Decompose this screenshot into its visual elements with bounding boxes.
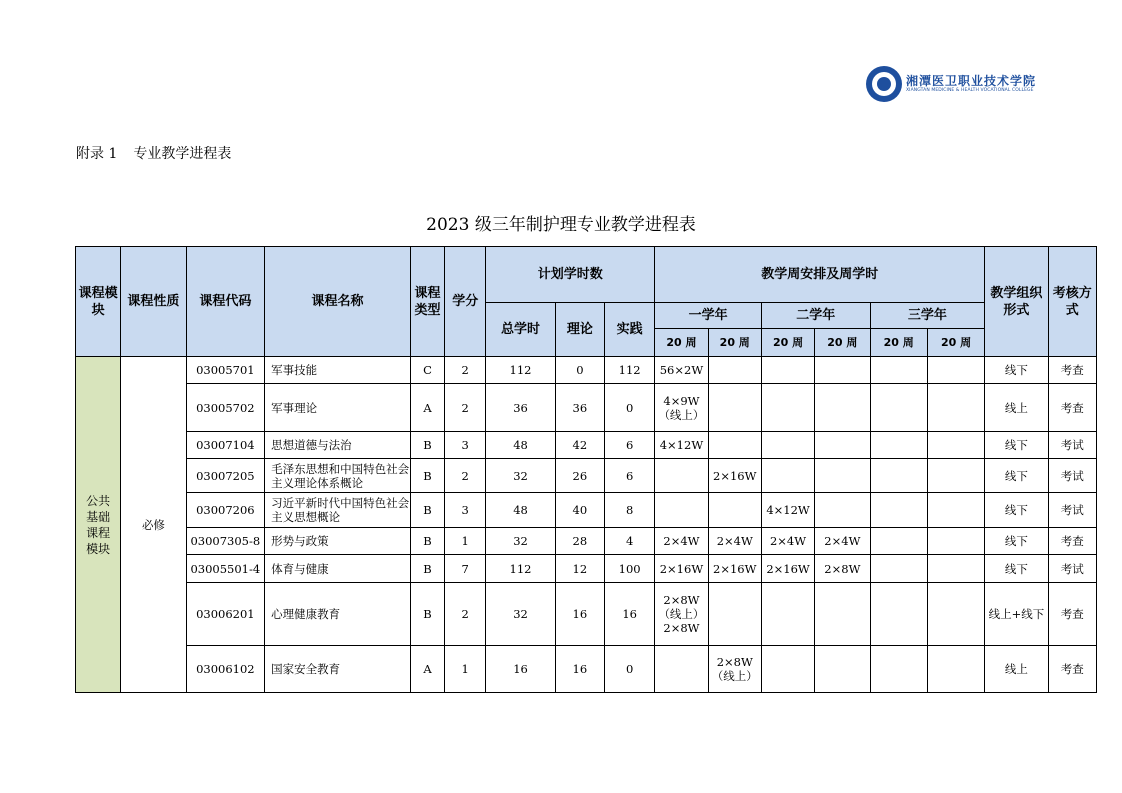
semester-cell: 2×16W (708, 555, 761, 583)
semester-cell (815, 583, 870, 646)
semester-cell: 4×9W（线上） (655, 384, 708, 432)
course-name: 习近平新时代中国特色社会主义思想概论 (265, 493, 411, 528)
course-code: 03007205 (186, 459, 264, 493)
appendix-text: 专业教学进程表 (133, 146, 232, 162)
course-schedule-table (75, 246, 1097, 693)
assessment: 考查 (1048, 583, 1096, 646)
semester-cell (815, 493, 870, 528)
total-hours: 112 (486, 357, 555, 384)
assessment: 考查 (1048, 357, 1096, 384)
header-total: 总学时 (486, 303, 555, 357)
semester-cell: 56×2W (655, 357, 708, 384)
practice-hours: 6 (605, 432, 655, 459)
table-row (76, 646, 1097, 693)
college-logo (866, 66, 1036, 102)
course-code: 03006102 (186, 646, 264, 693)
theory-hours: 16 (555, 646, 604, 693)
header-week: 20 周 (761, 329, 814, 357)
course-type: B (410, 493, 444, 528)
teaching-form: 线下 (985, 555, 1048, 583)
assessment: 考试 (1048, 555, 1096, 583)
semester-cell (655, 493, 708, 528)
assessment: 考查 (1048, 384, 1096, 432)
table-row (76, 528, 1097, 555)
header-week: 20 周 (708, 329, 761, 357)
course-name: 体育与健康 (265, 555, 411, 583)
semester-cell (655, 646, 708, 693)
semester-cell: 2×4W (815, 528, 870, 555)
semester-cell (927, 646, 984, 693)
college-seal-icon (866, 66, 902, 102)
assessment: 考查 (1048, 646, 1096, 693)
table-row (76, 555, 1097, 583)
semester-cell (708, 493, 761, 528)
theory-hours: 28 (555, 528, 604, 555)
semester-cell: 2×16W (708, 459, 761, 493)
semester-cell (815, 384, 870, 432)
semester-cell: 2×4W (655, 528, 708, 555)
theory-hours: 12 (555, 555, 604, 583)
assessment: 考试 (1048, 432, 1096, 459)
semester-cell (927, 432, 984, 459)
appendix-label: 附录 1 (76, 146, 118, 162)
header-credit: 学分 (445, 247, 486, 357)
semester-cell: 2×16W (655, 555, 708, 583)
semester-cell (870, 555, 927, 583)
course-credit: 2 (445, 583, 486, 646)
total-hours: 36 (486, 384, 555, 432)
course-credit: 7 (445, 555, 486, 583)
semester-cell (870, 384, 927, 432)
theory-hours: 0 (555, 357, 604, 384)
semester-cell (927, 384, 984, 432)
practice-hours: 8 (605, 493, 655, 528)
course-code: 03005702 (186, 384, 264, 432)
course-name: 心理健康教育 (265, 583, 411, 646)
total-hours: 32 (486, 528, 555, 555)
semester-cell (708, 583, 761, 646)
college-name-en: XIANGTAN MEDICINE & HEALTH VOCATIONAL COLLEGE (906, 88, 1034, 93)
course-type: B (410, 528, 444, 555)
header-week: 20 周 (815, 329, 870, 357)
assessment: 考试 (1048, 459, 1096, 493)
semester-cell (870, 528, 927, 555)
course-credit: 1 (445, 646, 486, 693)
course-credit: 3 (445, 493, 486, 528)
header-week: 20 周 (927, 329, 984, 357)
practice-hours: 4 (605, 528, 655, 555)
semester-cell (870, 432, 927, 459)
semester-cell (655, 459, 708, 493)
header-year2: 二学年 (761, 303, 870, 329)
practice-hours: 6 (605, 459, 655, 493)
semester-cell (761, 646, 814, 693)
header-weekly: 教学周安排及周学时 (655, 247, 985, 303)
practice-hours: 100 (605, 555, 655, 583)
appendix-heading (76, 143, 247, 163)
semester-cell: 2×8W (815, 555, 870, 583)
total-hours: 48 (486, 432, 555, 459)
course-type: A (410, 646, 444, 693)
table-row (76, 493, 1097, 528)
semester-cell: 2×8W（线上）2×8W (655, 583, 708, 646)
semester-cell: 2×16W (761, 555, 814, 583)
teaching-form: 线下 (985, 528, 1048, 555)
total-hours: 16 (486, 646, 555, 693)
semester-cell (927, 528, 984, 555)
course-type: B (410, 583, 444, 646)
theory-hours: 26 (555, 459, 604, 493)
nature-cell: 必修 (121, 357, 186, 693)
header-theory: 理论 (555, 303, 604, 357)
total-hours: 32 (486, 459, 555, 493)
semester-cell (761, 432, 814, 459)
table-row (76, 357, 1097, 384)
course-code: 03005701 (186, 357, 264, 384)
semester-cell: 2×4W (761, 528, 814, 555)
course-credit: 1 (445, 528, 486, 555)
course-name: 军事理论 (265, 384, 411, 432)
header-week: 20 周 (870, 329, 927, 357)
table-row (76, 459, 1097, 493)
semester-cell (708, 432, 761, 459)
header-year3: 三学年 (870, 303, 985, 329)
course-type: A (410, 384, 444, 432)
semester-cell (927, 583, 984, 646)
semester-cell (815, 459, 870, 493)
header-practice: 实践 (605, 303, 655, 357)
semester-cell (927, 357, 984, 384)
teaching-form: 线下 (985, 432, 1048, 459)
teaching-form: 线下 (985, 459, 1048, 493)
semester-cell: 4×12W (655, 432, 708, 459)
theory-hours: 16 (555, 583, 604, 646)
semester-cell (870, 459, 927, 493)
course-code: 03007206 (186, 493, 264, 528)
teaching-form: 线上+线下 (985, 583, 1048, 646)
course-name: 毛泽东思想和中国特色社会主义理论体系概论 (265, 459, 411, 493)
header-week: 20 周 (655, 329, 708, 357)
total-hours: 48 (486, 493, 555, 528)
page-title: 2023 级三年制护理专业教学进程表 (426, 215, 696, 235)
total-hours: 112 (486, 555, 555, 583)
theory-hours: 40 (555, 493, 604, 528)
semester-cell (870, 357, 927, 384)
course-credit: 3 (445, 432, 486, 459)
course-type: B (410, 432, 444, 459)
teaching-form: 线下 (985, 357, 1048, 384)
semester-cell: 2×4W (708, 528, 761, 555)
course-type: B (410, 459, 444, 493)
semester-cell (815, 432, 870, 459)
header-module: 课程模块 (76, 247, 121, 357)
header-teaching-form: 教学组织形式 (985, 247, 1048, 357)
theory-hours: 42 (555, 432, 604, 459)
semester-cell (927, 555, 984, 583)
header-nature: 课程性质 (121, 247, 186, 357)
semester-cell (761, 459, 814, 493)
course-name: 思想道德与法治 (265, 432, 411, 459)
semester-cell (870, 583, 927, 646)
header-name: 课程名称 (265, 247, 411, 357)
course-code: 03007305-8 (186, 528, 264, 555)
course-code: 03007104 (186, 432, 264, 459)
table-row (76, 432, 1097, 459)
course-type: B (410, 555, 444, 583)
semester-cell (708, 357, 761, 384)
course-credit: 2 (445, 357, 486, 384)
course-credit: 2 (445, 459, 486, 493)
theory-hours: 36 (555, 384, 604, 432)
practice-hours: 0 (605, 646, 655, 693)
semester-cell (761, 357, 814, 384)
table-row (76, 583, 1097, 646)
semester-cell (870, 646, 927, 693)
course-code: 03005501-4 (186, 555, 264, 583)
semester-cell (870, 493, 927, 528)
course-code: 03006201 (186, 583, 264, 646)
course-name: 军事技能 (265, 357, 411, 384)
semester-cell (927, 493, 984, 528)
course-name: 形势与政策 (265, 528, 411, 555)
total-hours: 32 (486, 583, 555, 646)
header-code: 课程代码 (186, 247, 264, 357)
course-type: C (410, 357, 444, 384)
semester-cell (815, 357, 870, 384)
semester-cell (927, 459, 984, 493)
header-assessment: 考核方式 (1048, 247, 1096, 357)
teaching-form: 线上 (985, 646, 1048, 693)
course-credit: 2 (445, 384, 486, 432)
semester-cell (761, 583, 814, 646)
practice-hours: 0 (605, 384, 655, 432)
semester-cell (761, 384, 814, 432)
assessment: 考查 (1048, 528, 1096, 555)
semester-cell (815, 646, 870, 693)
module-cell: 公共基础课程模块 (76, 357, 121, 693)
header-type: 课程类型 (410, 247, 444, 357)
practice-hours: 16 (605, 583, 655, 646)
header-year1: 一学年 (655, 303, 762, 329)
semester-cell: 4×12W (761, 493, 814, 528)
semester-cell: 2×8W（线上） (708, 646, 761, 693)
course-name: 国家安全教育 (265, 646, 411, 693)
college-name-cn: 湘潭医卫职业技术学院 (906, 74, 1037, 88)
semester-cell (708, 384, 761, 432)
assessment: 考试 (1048, 493, 1096, 528)
teaching-form: 线下 (985, 493, 1048, 528)
header-plan-hours: 计划学时数 (486, 247, 655, 303)
practice-hours: 112 (605, 357, 655, 384)
table-row (76, 384, 1097, 432)
teaching-form: 线上 (985, 384, 1048, 432)
